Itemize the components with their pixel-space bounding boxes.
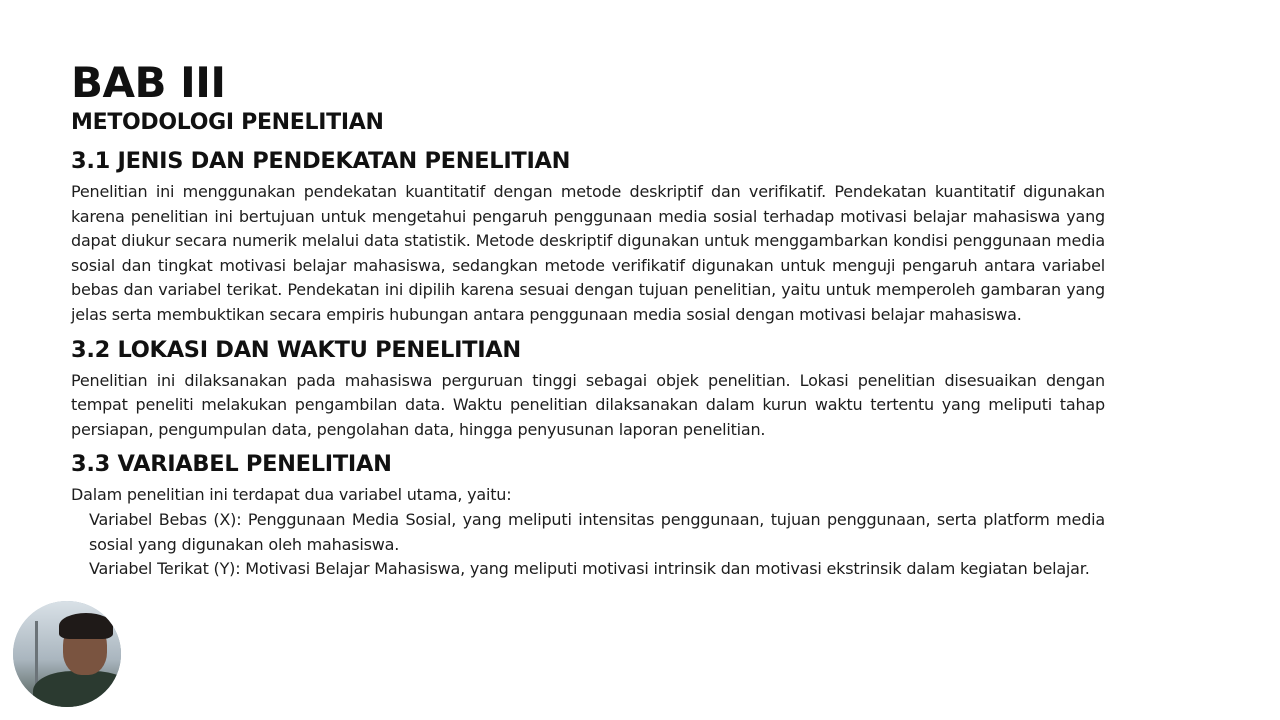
webcam-overlay[interactable] [13,601,121,707]
section-heading-3-1: 3.1 JENIS DAN PENDEKATAN PENELITIAN [71,148,571,174]
document-page [71,58,1105,582]
chapter-subtitle: METODOLOGI PENELITIAN [71,110,384,135]
section-heading-3-2: 3.2 LOKASI DAN WAKTU PENELITIAN [71,336,521,363]
variable-list [71,508,1105,582]
webcam-person-hair [59,613,113,639]
webcam-person-shoulders [33,671,121,707]
list-item-variable-x: Variabel Bebas (X): Penggunaan Media Sosial, yang meliputi intensitas penggunaan, tujuan penggunaan, serta platform media sosial yang digunakan oleh mahasiswa. [89,509,1105,554]
section-intro-3-3: Dalam penelitian ini terdapat dua variabel utama, yaitu: [71,485,512,505]
list-item-variable-y: Variabel Terikat (Y): Motivasi Belajar Mahasiswa, yang meliputi motivasi intrinsik dan motivasi ekstrinsik dalam kegiatan belajar. [89,559,1090,579]
section-body-3-1: Penelitian ini menggunakan pendekatan kuantitatif dengan metode deskriptif dan verifikatif. Pendekatan kuantitatif digunakan karena penelitian ini bertujuan untuk mengetahui pengaruh penggunaan media sosial terhadap motivasi belajar mahasiswa yang dapat diukur secara numerik melalui data statistik. Metode deskriptif digunakan untuk menggambarkan kondisi penggunaan media sosial dan tingkat motivasi belajar mahasiswa, sedangkan metode verifikatif digunakan untuk menguji pengaruh antara variabel bebas dan variabel terikat. Pendekatan ini dipilih karena sesuai dengan tujuan penelitian, yaitu untuk memperoleh gambaran yang jelas serta membuktikan secara empiris hubungan antara penggunaan media sosial dengan motivasi belajar mahasiswa. [71,182,1105,324]
section-heading-3-3: 3.3 VARIABEL PENELITIAN [71,451,392,478]
chapter-title: BAB III [71,58,226,107]
section-body-3-2: Penelitian ini dilaksanakan pada mahasiswa perguruan tinggi sebagai objek penelitian. Lokasi penelitian disesuaikan dengan tempat peneliti melakukan pengambilan data. Waktu penelitian dilaksanakan dalam kurun waktu tertentu yang meliputi tahap persiapan, pengumpulan data, pengolahan data, hingga penyusunan laporan penelitian. [71,370,1105,439]
